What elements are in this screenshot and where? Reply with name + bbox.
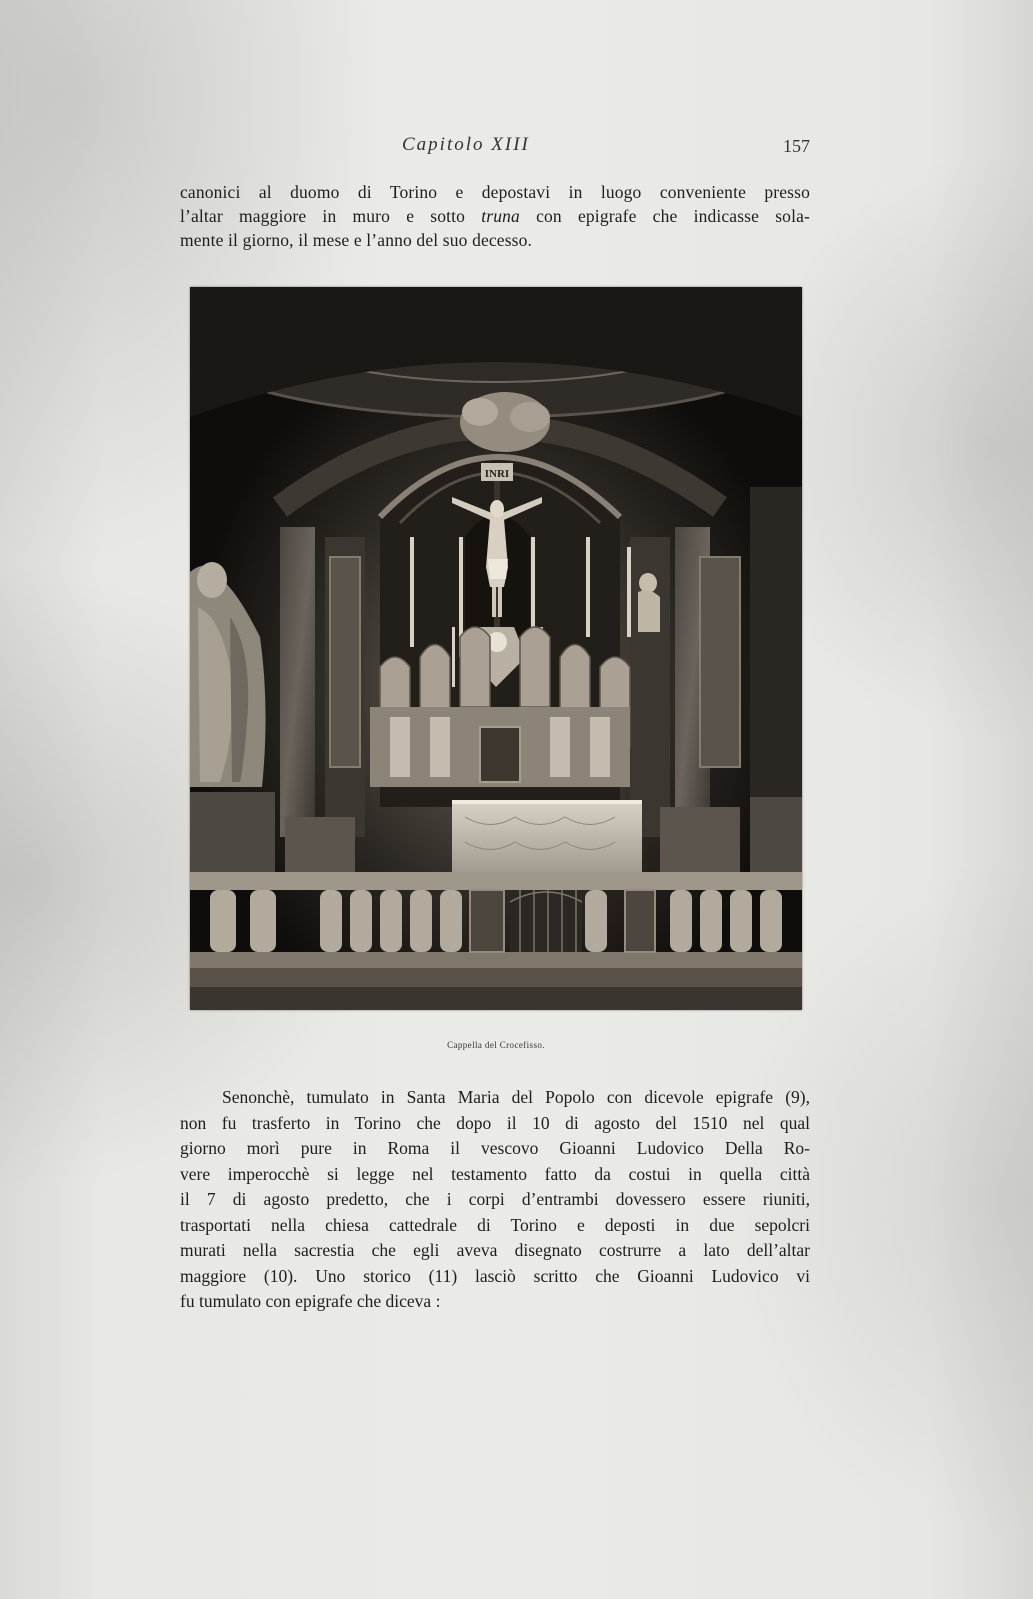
chapter-title: Capitolo XIII: [402, 134, 530, 155]
bottom-line-1: Senonchè, tumulato in Santa Maria del Popolo con dicevole epigrafe (9),: [222, 1087, 810, 1107]
figure-caption: Cappella del Crocefisso.: [447, 1040, 545, 1050]
chapel-photograph: [190, 287, 802, 1010]
bottom-line-6: trasportati nella chiesa cattedrale di Torino e deposti in due sepolcri: [180, 1214, 810, 1235]
inri-plaque: INRI: [484, 468, 510, 480]
page-number: 157: [783, 136, 810, 156]
bottom-line-7: murati nella sacrestia che egli aveva disegnato costrurre a lato dell’altar: [180, 1240, 810, 1260]
bottom-line-5: il 7 di agosto predetto, che i corpi d’entrambi dovessero essere riuniti,: [180, 1189, 810, 1209]
top-line-2a: l’altar maggiore in muro e sotto: [180, 206, 466, 226]
bottom-paragraph: [180, 1085, 810, 1315]
italic-word-truna: truna: [481, 206, 520, 226]
top-line-2b: con epigrafe che indicasse sola-: [536, 206, 810, 226]
top-line-2: [180, 204, 810, 228]
bottom-line-2: non fu trasferto in Torino che dopo il 10 di agosto del 1510 nel qual: [180, 1112, 810, 1133]
top-line-3: mente il giorno, il mese e l’anno del suo decesso.: [180, 230, 533, 250]
bottom-line-8: maggiore (10). Uno storico (11) lasciò scritto che Gioanni Ludovico vi: [180, 1265, 810, 1286]
top-line-1: canonici al duomo di Torino e depostavi in luogo conveniente presso: [180, 182, 810, 202]
bottom-line-3: giorno morì pure in Roma il vescovo Gioanni Ludovico Della Ro-: [180, 1138, 810, 1158]
running-header: [180, 134, 810, 168]
bottom-line-4: vere imperocchè si legge nel testamento fatto da costui in quella città: [180, 1163, 810, 1184]
bottom-line-9: fu tumulato con epigrafe che diceva :: [180, 1291, 441, 1311]
top-paragraph: [180, 180, 810, 252]
